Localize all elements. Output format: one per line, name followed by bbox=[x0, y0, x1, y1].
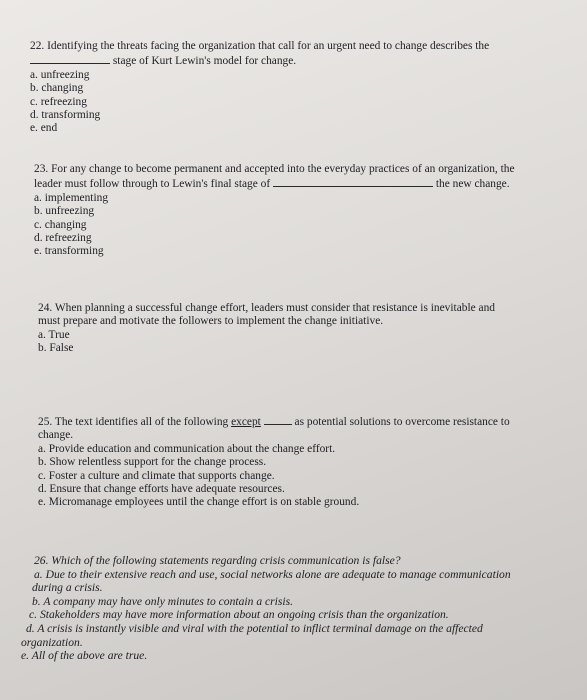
question-24-stem bbox=[38, 302, 553, 329]
option-25-b: b. Show relentless support for the change process. bbox=[38, 456, 267, 469]
question-25-stem bbox=[38, 414, 558, 443]
question-23-stem-line1: 23. For any change to become permanent and accepted into the everyday practices of an organization, the bbox=[34, 163, 515, 175]
option-25-a: a. Provide education and communication about the change effort. bbox=[38, 442, 336, 455]
question-26-options bbox=[20, 568, 565, 663]
question-25-blank bbox=[264, 414, 292, 425]
option-26-b: b. A company may have only minutes to contain a crisis. bbox=[32, 594, 294, 608]
question-25-stem-line1b: as potential solutions to overcome resistance to bbox=[294, 416, 510, 428]
option-22-d: d. transforming bbox=[30, 109, 101, 122]
question-26-stem-line1: 26. Which of the following statements regarding crisis communication is false? bbox=[34, 554, 401, 567]
option-23-a: a. implementing bbox=[34, 191, 109, 204]
question-23-stem-line3: the new change. bbox=[435, 178, 510, 191]
option-25-c: c. Foster a culture and climate that supports change. bbox=[38, 469, 275, 482]
question-25-except: except bbox=[231, 416, 261, 428]
question-22-blank bbox=[30, 53, 110, 64]
option-26-c: c. Stakeholders may have more information about an ongoing crisis than the organization. bbox=[29, 608, 449, 622]
option-26-e: e. All of the above are true. bbox=[21, 649, 148, 663]
question-25 bbox=[38, 414, 558, 510]
option-26-a: a. Due to their extensive reach and use, social networks alone are adequate to manage communication bbox=[34, 567, 511, 581]
question-24-options bbox=[38, 329, 553, 356]
option-26-d: d. A crisis is instantly visible and viral with the potential to inflict terminal damage on the affected bbox=[26, 621, 483, 635]
question-25-options bbox=[38, 443, 558, 510]
question-22-options bbox=[30, 69, 550, 136]
question-24-stem-line2: must prepare and motivate the followers to implement the change initiative. bbox=[38, 315, 384, 328]
option-22-e: e. end bbox=[30, 122, 58, 135]
question-22-stem-line2: stage of Kurt Lewin's model for change. bbox=[112, 55, 297, 68]
option-26-d-cont: organization. bbox=[21, 635, 83, 649]
option-26-a-cont: during a crisis. bbox=[32, 581, 103, 595]
option-24-a: a. True bbox=[38, 328, 70, 341]
question-22-stem bbox=[30, 40, 550, 69]
question-24-stem-line1: 24. When planning a successful change effort, leaders must consider that resistance is inevitable and bbox=[38, 302, 495, 314]
question-22-stem-line1: 22. Identifying the threats facing the organization that call for an urgent need to change describes the bbox=[30, 40, 490, 52]
question-24 bbox=[38, 302, 553, 356]
question-26-stem bbox=[20, 554, 565, 568]
question-25-stem-line2: change. bbox=[38, 429, 74, 442]
option-22-b: b. changing bbox=[30, 82, 84, 95]
option-25-d: d. Ensure that change efforts have adequate resources. bbox=[38, 483, 285, 496]
option-23-c: c. changing bbox=[34, 218, 87, 231]
question-23-blank bbox=[273, 176, 433, 187]
question-26 bbox=[20, 554, 565, 663]
option-24-b: b. False bbox=[38, 342, 74, 355]
question-23-stem-line2: leader must follow through to Lewin's final stage of bbox=[34, 178, 271, 191]
question-23-stem bbox=[34, 163, 554, 192]
question-25-stem-line1: 25. The text identifies all of the following bbox=[38, 416, 229, 428]
question-23 bbox=[34, 163, 554, 259]
question-22 bbox=[30, 40, 550, 136]
option-23-d: d. refreezing bbox=[34, 232, 92, 245]
option-22-c: c. refreezing bbox=[30, 95, 87, 108]
option-23-e: e. transforming bbox=[34, 245, 104, 258]
option-23-b: b. unfreezing bbox=[34, 205, 95, 218]
option-22-a: a. unfreezing bbox=[30, 68, 90, 81]
question-23-options bbox=[34, 192, 554, 259]
option-25-e: e. Micromanage employees until the change effort is on stable ground. bbox=[38, 496, 360, 509]
